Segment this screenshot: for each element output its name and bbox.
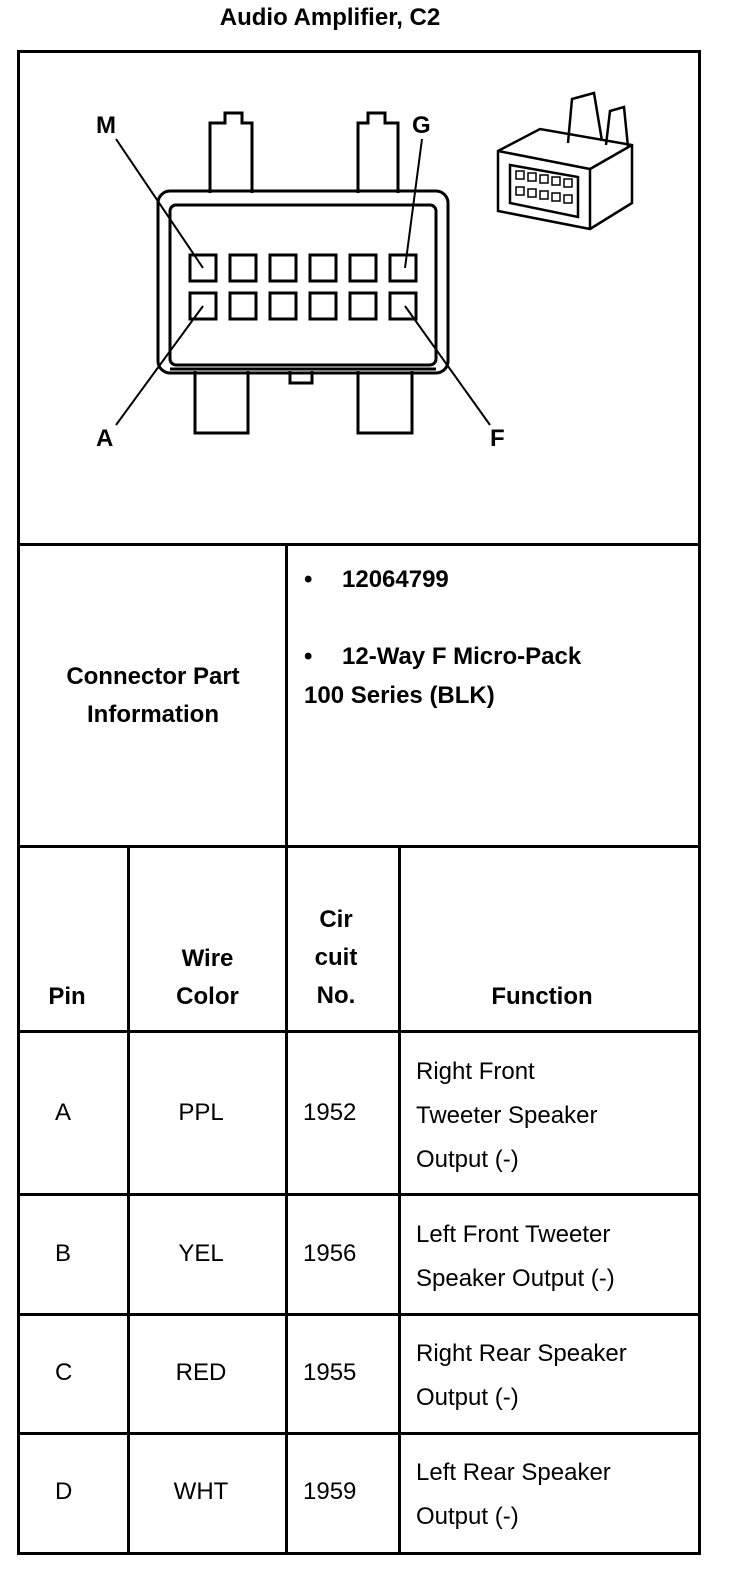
header-circuit-line2: cuit — [314, 944, 358, 971]
row-b-color: YEL — [178, 1240, 224, 1267]
part-number: 12064799 — [342, 566, 449, 593]
divider-row-a — [17, 1193, 701, 1196]
divider-col-circuit — [398, 845, 401, 1555]
pin-label-g: G — [412, 112, 431, 139]
row-d-pin: D — [55, 1478, 73, 1505]
row-d-color: WHT — [173, 1478, 229, 1505]
row-b-pin: B — [55, 1240, 72, 1267]
row-a-function-line3: Output (-) — [416, 1146, 519, 1173]
divider-info — [17, 845, 701, 848]
header-wire-color-line1: Wire — [181, 945, 234, 972]
frame-right — [698, 50, 701, 1555]
pin-label-a: A — [96, 425, 114, 452]
row-c-pin: C — [55, 1359, 73, 1386]
connector-thumbnail — [498, 93, 632, 229]
row-c-color: RED — [175, 1359, 227, 1386]
header-wire-color — [130, 940, 285, 1016]
bullet: • — [304, 643, 313, 670]
row-c-function — [416, 1332, 627, 1420]
connector-housing-inner — [170, 205, 436, 365]
left-latch — [210, 113, 252, 193]
header-function: Function — [491, 983, 593, 1010]
frame-bottom — [17, 1552, 701, 1555]
row-d-function — [416, 1451, 611, 1539]
divider-diagram — [17, 543, 701, 546]
header-circuit-line3: No. — [316, 982, 356, 1009]
row-b-function-line1: Left Front Tweeter — [416, 1221, 611, 1248]
row-a-pin: A — [55, 1099, 72, 1126]
header-circuit-line1: Cir — [319, 906, 353, 933]
row-c-circuit: 1955 — [303, 1359, 357, 1386]
divider-header — [17, 1030, 701, 1033]
row-d-circuit: 1959 — [303, 1478, 357, 1505]
connector-type-item — [304, 638, 581, 676]
divider-row-c — [17, 1432, 701, 1435]
right-latch — [358, 113, 398, 193]
pin-cavities — [190, 255, 416, 319]
pin-label-m: M — [96, 112, 116, 139]
row-c-function-line2: Output (-) — [416, 1384, 519, 1411]
divider-row-b — [17, 1313, 701, 1316]
header-circuit — [288, 901, 384, 1015]
row-b-function — [416, 1213, 615, 1301]
header-pin: Pin — [48, 983, 86, 1010]
bullet: • — [304, 566, 313, 593]
connector-info-label-text: Connector Part Information — [66, 663, 240, 728]
connector-diagram — [20, 53, 698, 543]
row-b-function-line2: Speaker Output (-) — [416, 1265, 615, 1292]
row-a-color: PPL — [178, 1099, 224, 1126]
row-a-function-line1: Right Front — [416, 1058, 535, 1085]
part-number-item — [304, 561, 449, 599]
page-title: Audio Amplifier, C2 — [219, 4, 441, 31]
left-foot — [195, 371, 248, 433]
row-a-circuit: 1952 — [303, 1099, 357, 1126]
row-a-function-line2: Tweeter Speaker — [416, 1102, 598, 1129]
connector-series: 100 Series (BLK) — [304, 682, 495, 709]
row-b-circuit: 1956 — [303, 1240, 357, 1267]
right-foot — [358, 371, 412, 433]
row-c-function-line1: Right Rear Speaker — [416, 1340, 627, 1367]
header-wire-color-line2: Color — [176, 983, 239, 1010]
row-d-function-line1: Left Rear Speaker — [416, 1459, 611, 1486]
divider-info-col — [285, 543, 288, 848]
connector-type: 12-Way F Micro-Pack — [342, 643, 582, 670]
pin-label-f: F — [490, 425, 505, 452]
connector-info-label — [22, 658, 284, 734]
row-d-function-line2: Output (-) — [416, 1503, 519, 1530]
row-a-function — [416, 1050, 597, 1182]
